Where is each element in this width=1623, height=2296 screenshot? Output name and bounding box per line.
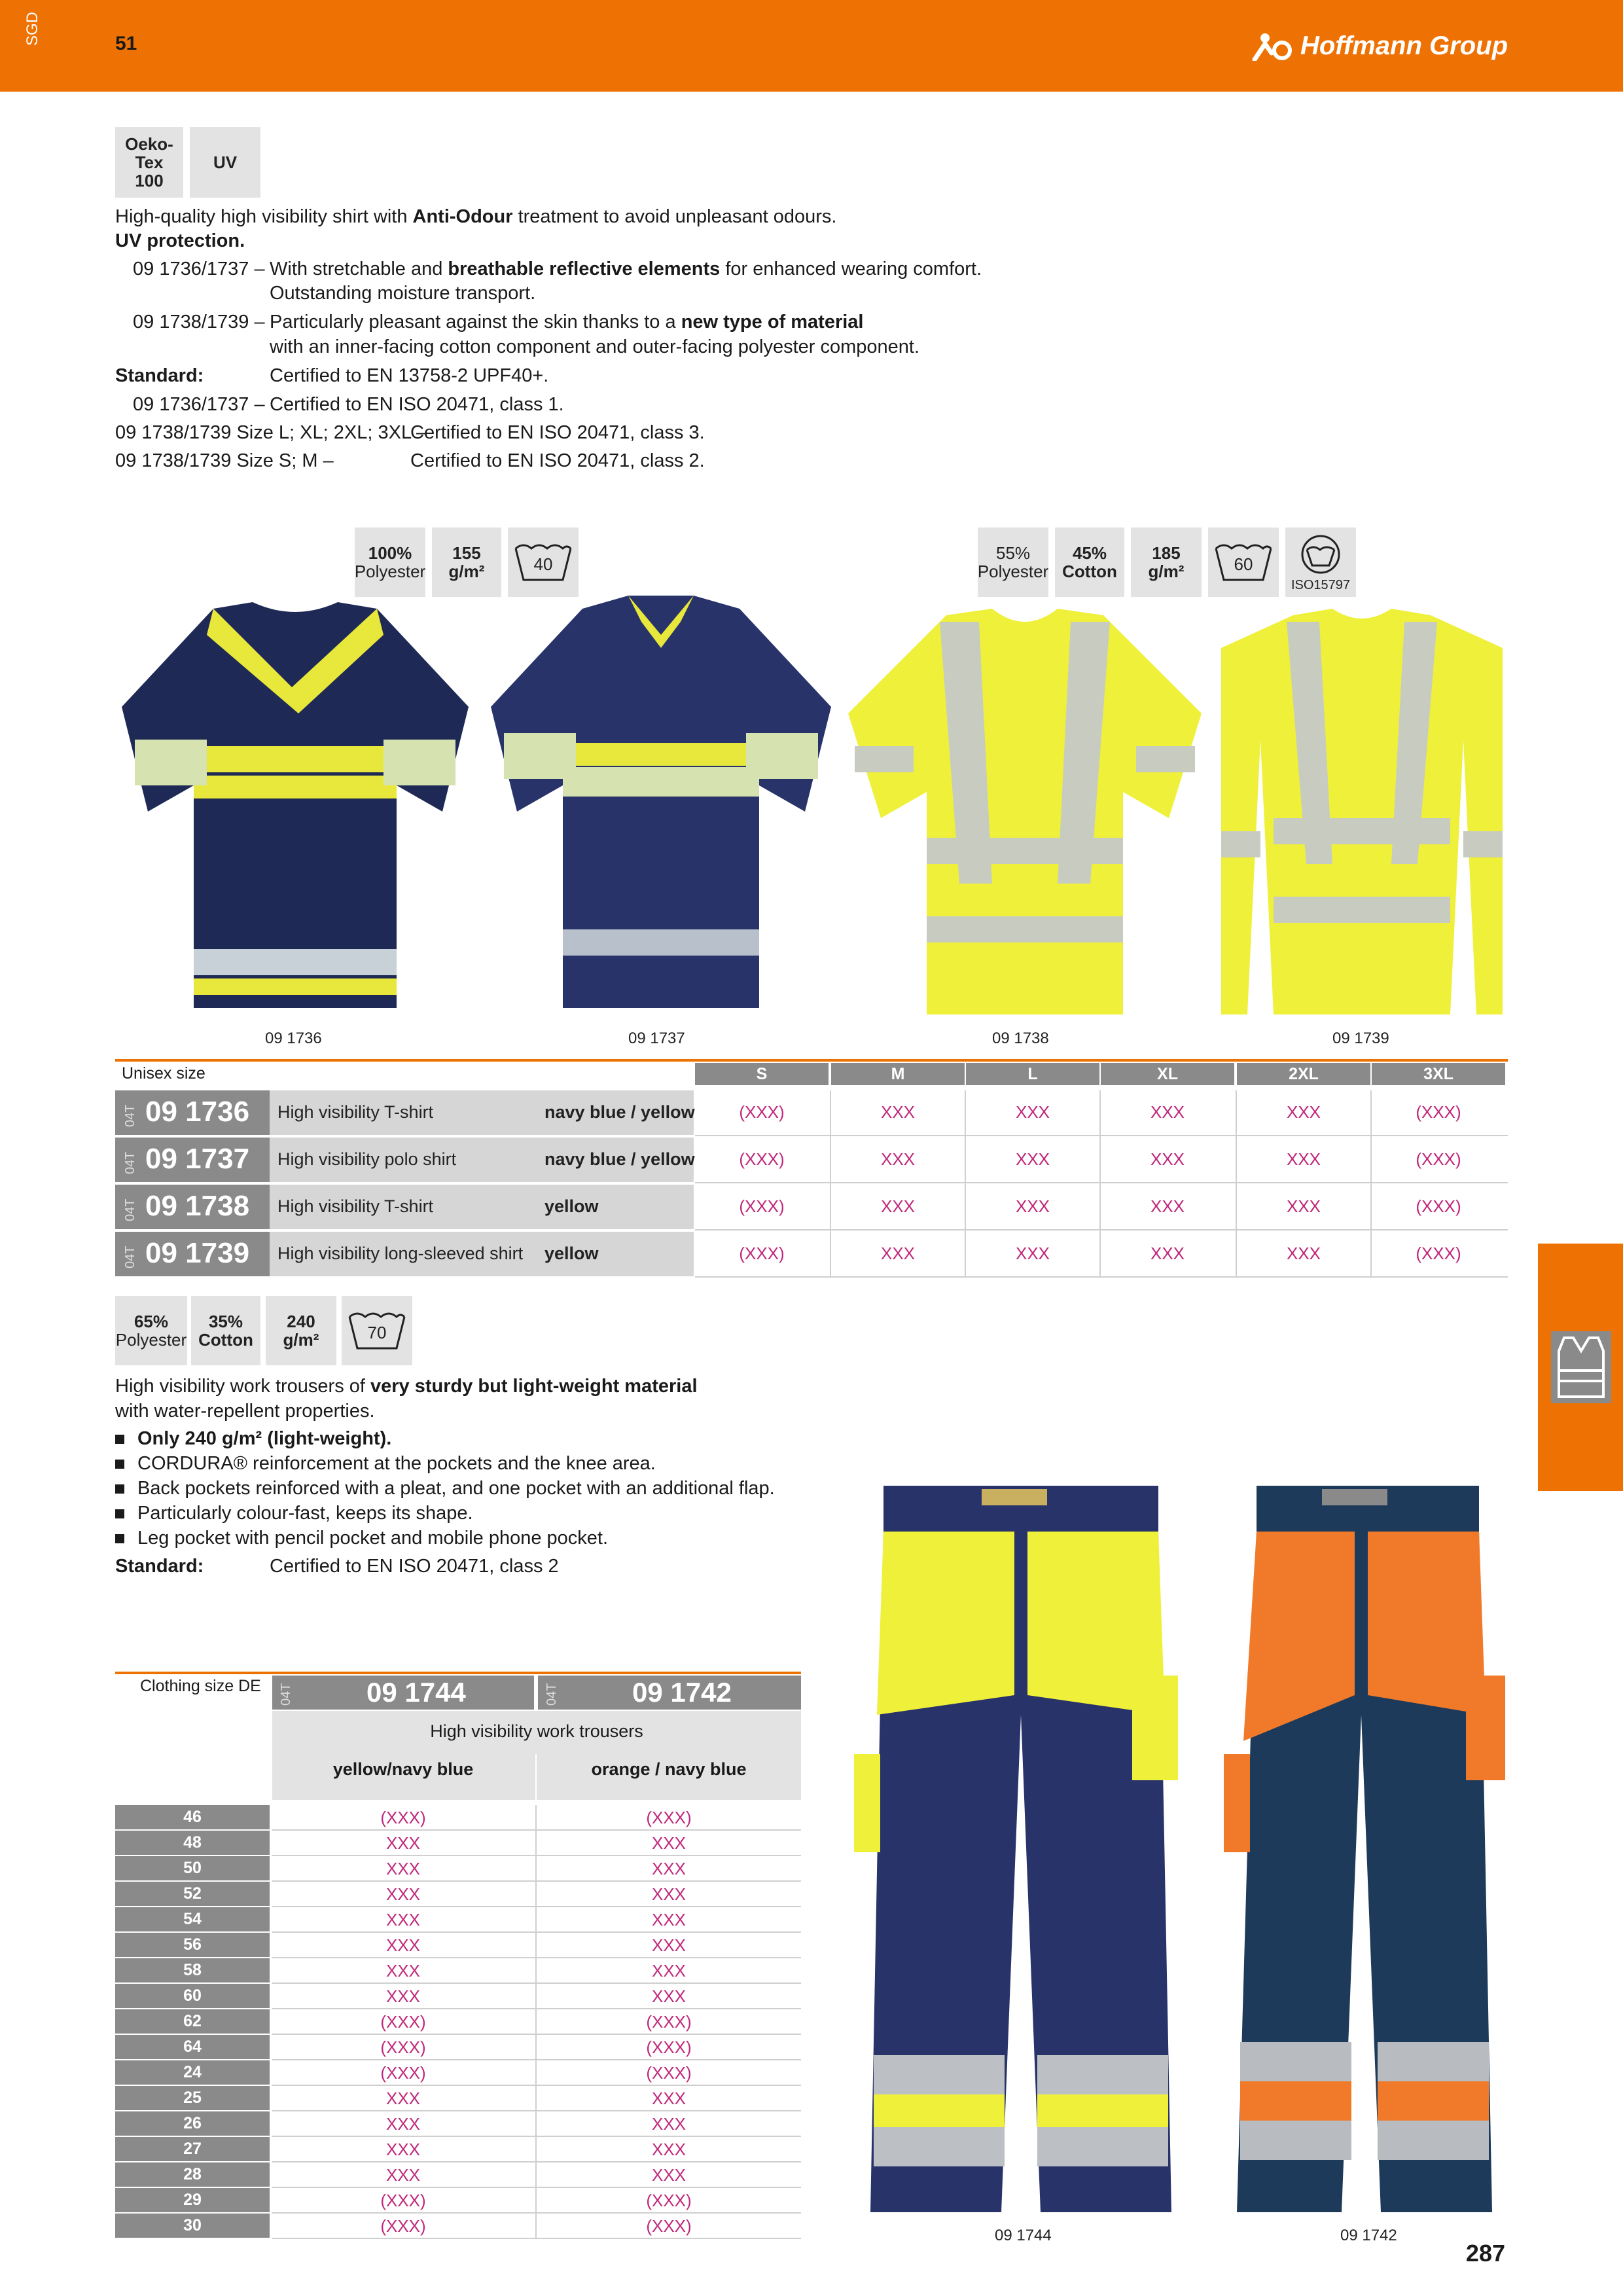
stock-cell[interactable]: (XXX) — [646, 1808, 692, 1827]
article-number: 09 1739 — [145, 1237, 250, 1269]
row-divider — [272, 2212, 801, 2214]
size-label: 62 — [115, 2009, 270, 2034]
stock-cell[interactable]: XXX — [385, 1833, 421, 1853]
trousers-standard-value: Certified to EN ISO 20471, class 2 — [270, 1556, 559, 1577]
size-label: 28 — [115, 2162, 270, 2187]
intro-row5-label: 09 1738/1739 – — [133, 312, 265, 332]
table2-colour-2: orange / navy blue — [591, 1759, 747, 1779]
stock-cell[interactable]: XXX — [1015, 1102, 1050, 1122]
stock-cell[interactable]: XXX — [385, 2140, 421, 2159]
trousers-line-1: High visibility work trousers of very sturdy but light-weight material — [115, 1376, 698, 1397]
row-divider — [695, 1182, 1508, 1183]
intro-line-2: UV protection. — [115, 230, 245, 251]
bullet-square-icon — [115, 1435, 124, 1444]
table2-art-091744: 09 1744 — [366, 1677, 466, 1708]
badge-cotton-45: 45% Cotton — [1055, 528, 1124, 597]
table2-art-091742: 09 1742 — [632, 1677, 732, 1708]
article-prefix: 04T — [123, 1198, 137, 1221]
size-label: 60 — [115, 1984, 270, 2008]
stock-cell[interactable]: (XXX) — [1416, 1244, 1461, 1263]
hi-vis-vest-icon — [1551, 1331, 1611, 1403]
stock-cell[interactable]: XXX — [651, 1859, 687, 1878]
stock-cell[interactable]: (XXX) — [380, 2063, 426, 2083]
row-divider — [272, 1880, 801, 1882]
industrial-wash-icon — [1298, 531, 1344, 577]
intro-row5: Particularly pleasant against the skin thanks to a new type of material — [270, 312, 864, 332]
stock-cell[interactable]: (XXX) — [646, 2037, 692, 2057]
stock-cell[interactable]: XXX — [880, 1196, 916, 1216]
table1-size-label: Unisex size — [122, 1064, 205, 1083]
size-header-xl: XL — [1101, 1063, 1234, 1085]
size-label: 27 — [115, 2137, 270, 2161]
row-divider — [695, 1276, 1508, 1278]
size-label: 64 — [115, 2035, 270, 2059]
chapter-code: SGD — [24, 11, 41, 46]
stock-cell[interactable]: (XXX) — [646, 2063, 692, 2083]
trousers-standard-label: Standard: — [115, 1556, 204, 1577]
table2-col-divider — [535, 1754, 537, 1800]
row-divider — [272, 2034, 801, 2035]
caption-091736: 09 1736 — [265, 1030, 322, 1047]
size-label: 48 — [115, 1831, 270, 1855]
product-colour: navy blue / yellow — [544, 1102, 695, 1122]
stock-cell[interactable]: (XXX) — [1416, 1149, 1461, 1169]
size-label: 52 — [115, 1882, 270, 1906]
stock-cell[interactable]: (XXX) — [380, 1808, 426, 1827]
stock-cell[interactable]: (XXX) — [646, 2216, 692, 2236]
row-divider — [272, 2136, 801, 2137]
product-name: High visibility polo shirt — [277, 1149, 457, 1169]
intro-row6: with an inner-facing cotton component and outer-facing polyester component. — [270, 336, 920, 357]
badge-cotton-35: 35% Cotton — [191, 1296, 260, 1365]
badge-polyester-100: 100% Polyester — [355, 528, 425, 597]
feature-bullet: Leg pocket with pencil pocket and mobile phone pocket. — [115, 1526, 608, 1551]
product-image-091744[interactable] — [851, 1479, 1191, 2219]
size-header-s: S — [695, 1063, 829, 1085]
stock-cell[interactable]: XXX — [1150, 1196, 1185, 1216]
size-header-m: M — [831, 1063, 965, 1085]
stock-cell[interactable]: XXX — [1286, 1149, 1321, 1169]
row-divider — [272, 1957, 801, 1958]
stock-cell[interactable]: (XXX) — [380, 2216, 426, 2236]
stock-cell[interactable]: XXX — [880, 1102, 916, 1122]
table2-colour-1: yellow/navy blue — [332, 1759, 474, 1779]
product-image-091737[interactable] — [484, 596, 838, 1014]
size-label: 46 — [115, 1805, 270, 1829]
product-image-091736[interactable] — [115, 596, 475, 1014]
size-label: 24 — [115, 2060, 270, 2085]
badge-weight-240: 240 g/m² — [266, 1296, 336, 1365]
intro-row8: Certified to EN ISO 20471, class 1. — [270, 394, 564, 415]
stock-cell[interactable]: (XXX) — [739, 1244, 785, 1263]
intro-row8-label: 09 1736/1737 – — [133, 394, 265, 415]
product-name: High visibility T-shirt — [277, 1102, 434, 1122]
stock-cell[interactable]: XXX — [385, 1935, 421, 1955]
badge-polyester-55: 55% Polyester — [978, 528, 1048, 597]
caption-091737: 09 1737 — [628, 1030, 685, 1047]
stock-cell[interactable]: XXX — [651, 1961, 687, 1981]
hoffmann-logo-icon — [1252, 32, 1294, 61]
page-number-bottom: 287 — [1465, 2240, 1505, 2267]
intro-row9: Certified to EN ISO 20471, class 3. — [410, 422, 705, 443]
feature-bullet: Only 240 g/m² (light-weight). — [115, 1427, 391, 1451]
size-header-2xl: 2XL — [1237, 1063, 1370, 1085]
stock-cell[interactable]: (XXX) — [380, 2037, 426, 2057]
intro-row9-label: 09 1738/1739 Size L; XL; 2XL; 3XL – — [115, 422, 427, 443]
badge-oeko-tex: Oeko- Tex 100 — [115, 127, 183, 198]
badge-wash-70: 70 — [342, 1296, 412, 1365]
badge-polyester-65: 65% Polyester — [115, 1296, 187, 1365]
row-divider — [272, 1906, 801, 1907]
row-divider — [272, 2008, 801, 2009]
size-label: 30 — [115, 2214, 270, 2238]
column-divider — [1236, 1090, 1237, 1276]
row-divider — [272, 1829, 801, 1831]
stock-cell[interactable]: XXX — [385, 1859, 421, 1878]
table2-size-label: Clothing size DE — [140, 1677, 261, 1695]
size-header-3xl: 3XL — [1372, 1063, 1505, 1085]
article-prefix: 04T — [123, 1104, 137, 1127]
row-divider — [695, 1229, 1508, 1230]
stock-cell[interactable]: XXX — [385, 2165, 421, 2185]
row-divider — [272, 1931, 801, 1933]
row-divider — [272, 2085, 801, 2086]
stock-cell[interactable]: XXX — [651, 2089, 687, 2108]
row-divider — [272, 2059, 801, 2060]
badge-wash-60: 60 — [1208, 528, 1279, 597]
bullet-square-icon — [115, 1460, 124, 1469]
stock-cell[interactable]: XXX — [651, 2140, 687, 2159]
product-colour: yellow — [544, 1244, 599, 1263]
size-header-l: L — [966, 1063, 1099, 1085]
size-label: 50 — [115, 1856, 270, 1880]
size-label: 26 — [115, 2111, 270, 2136]
intro-row3-label: 09 1736/1737 – — [133, 259, 265, 279]
intro-row10-label: 09 1738/1739 Size S; M – — [115, 450, 334, 471]
page-number-top: 51 — [115, 33, 137, 54]
bullet-square-icon — [115, 1509, 124, 1518]
column-divider — [535, 1805, 537, 2239]
stock-cell[interactable]: (XXX) — [739, 1102, 785, 1122]
bullet-square-icon — [115, 1534, 124, 1543]
badge-iso15797: ISO15797 — [1285, 528, 1356, 597]
row-divider — [272, 2161, 801, 2162]
stock-cell[interactable]: (XXX) — [646, 2191, 692, 2210]
size-label: 29 — [115, 2188, 270, 2212]
brand-logo[interactable] — [1252, 31, 1508, 61]
stock-cell[interactable]: XXX — [651, 1884, 687, 1904]
stock-cell[interactable]: XXX — [385, 2089, 421, 2108]
stock-cell[interactable]: XXX — [1015, 1149, 1050, 1169]
stock-cell[interactable]: XXX — [651, 1910, 687, 1929]
article-number: 09 1736 — [145, 1096, 250, 1128]
stock-cell[interactable]: XXX — [385, 2114, 421, 2134]
column-divider — [1099, 1090, 1101, 1276]
stock-cell[interactable]: XXX — [1286, 1102, 1321, 1122]
table1-top-rule — [115, 1059, 1508, 1062]
stock-cell[interactable]: XXX — [1150, 1149, 1185, 1169]
product-name: High visibility T-shirt — [277, 1196, 434, 1216]
caption-091739: 09 1739 — [1332, 1030, 1389, 1047]
badge-weight-185: 185 g/m² — [1131, 528, 1202, 597]
stock-cell[interactable]: (XXX) — [380, 2191, 426, 2210]
row-divider — [695, 1135, 1508, 1136]
stock-cell[interactable]: XXX — [385, 1986, 421, 2006]
product-image-091738[interactable] — [842, 609, 1208, 1014]
stock-cell[interactable]: (XXX) — [739, 1196, 785, 1216]
stock-cell[interactable]: XXX — [1286, 1244, 1321, 1263]
size-label: 58 — [115, 1958, 270, 1982]
intro-row10: Certified to EN ISO 20471, class 2. — [410, 450, 705, 471]
article-number: 09 1737 — [145, 1143, 250, 1175]
category-side-tab[interactable] — [1538, 1244, 1623, 1491]
stock-cell[interactable]: (XXX) — [739, 1149, 785, 1169]
standard-label: Standard: — [115, 365, 204, 386]
stock-cell[interactable]: XXX — [1150, 1102, 1185, 1122]
article-prefix: 04T — [123, 1246, 137, 1268]
article-number: 09 1738 — [145, 1190, 250, 1222]
stock-cell[interactable]: XXX — [1150, 1244, 1185, 1263]
column-divider — [830, 1090, 831, 1276]
stock-cell[interactable]: XXX — [651, 2114, 687, 2134]
bullet-square-icon — [115, 1484, 124, 1494]
product-colour: navy blue / yellow — [544, 1149, 695, 1169]
stock-cell[interactable]: (XXX) — [380, 2012, 426, 2032]
table2-product-name: High visibility work trousers — [430, 1721, 643, 1741]
stock-cell[interactable]: XXX — [1015, 1244, 1050, 1263]
caption-091742: 09 1742 — [1340, 2227, 1397, 2244]
size-label: 25 — [115, 2086, 270, 2110]
stock-cell[interactable]: (XXX) — [1416, 1102, 1461, 1122]
product-image-091742[interactable] — [1217, 1479, 1505, 2219]
column-divider — [965, 1090, 966, 1276]
stock-cell[interactable]: XXX — [385, 1961, 421, 1981]
table2-prefix-2: 04T — [544, 1683, 559, 1706]
feature-bullet: Particularly colour-fast, keeps its shape. — [115, 1501, 473, 1526]
stock-cell[interactable]: XXX — [385, 1884, 421, 1904]
feature-bullet: Back pockets reinforced with a pleat, and one pocket with an additional flap. — [115, 1477, 775, 1501]
column-divider — [1370, 1090, 1372, 1276]
badge-weight-155: 155 g/m² — [432, 528, 501, 597]
trousers-line-2: with water-repellent properties. — [115, 1401, 375, 1422]
feature-bullet: CORDURA® reinforcement at the pockets and the knee area. — [115, 1452, 656, 1476]
logo-text: Hoffmann Group — [1300, 31, 1508, 60]
badge-wash-40: 40 — [508, 528, 579, 597]
stock-cell[interactable]: XXX — [651, 1935, 687, 1955]
stock-cell[interactable]: XXX — [1015, 1196, 1050, 1216]
row-divider — [272, 2187, 801, 2188]
table2-prefix-1: 04T — [279, 1683, 293, 1706]
badge-uv: UV — [190, 127, 260, 198]
stock-cell[interactable]: XXX — [651, 2165, 687, 2185]
product-image-091739[interactable] — [1215, 609, 1509, 1014]
product-name: High visibility long-sleeved shirt — [277, 1244, 524, 1263]
row-divider — [272, 2110, 801, 2111]
stock-cell[interactable]: (XXX) — [646, 2012, 692, 2032]
table2-top-rule — [115, 1672, 801, 1674]
stock-cell[interactable]: XXX — [651, 1986, 687, 2006]
article-prefix: 04T — [123, 1151, 137, 1174]
row-divider — [272, 1982, 801, 1984]
size-label: 54 — [115, 1907, 270, 1931]
caption-091744: 09 1744 — [995, 2227, 1052, 2244]
stock-cell[interactable]: XXX — [651, 1833, 687, 1853]
product-colour: yellow — [544, 1196, 599, 1216]
caption-091738: 09 1738 — [992, 1030, 1049, 1047]
row-divider — [272, 1855, 801, 1856]
stock-cell[interactable]: XXX — [880, 1244, 916, 1263]
intro-row4: Outstanding moisture transport. — [270, 283, 536, 304]
stock-cell[interactable]: XXX — [1286, 1196, 1321, 1216]
intro-line-1: High-quality high visibility shirt with Anti-Odour treatment to avoid unpleasant odours. — [115, 206, 837, 227]
standard-value: Certified to EN 13758-2 UPF40+. — [270, 365, 549, 386]
stock-cell[interactable]: XXX — [385, 1910, 421, 1929]
stock-cell[interactable]: (XXX) — [1416, 1196, 1461, 1216]
size-label: 56 — [115, 1933, 270, 1957]
intro-row3: With stretchable and breathable reflective elements for enhanced wearing comfort. — [270, 259, 982, 279]
row-divider — [272, 2238, 801, 2239]
stock-cell[interactable]: XXX — [880, 1149, 916, 1169]
